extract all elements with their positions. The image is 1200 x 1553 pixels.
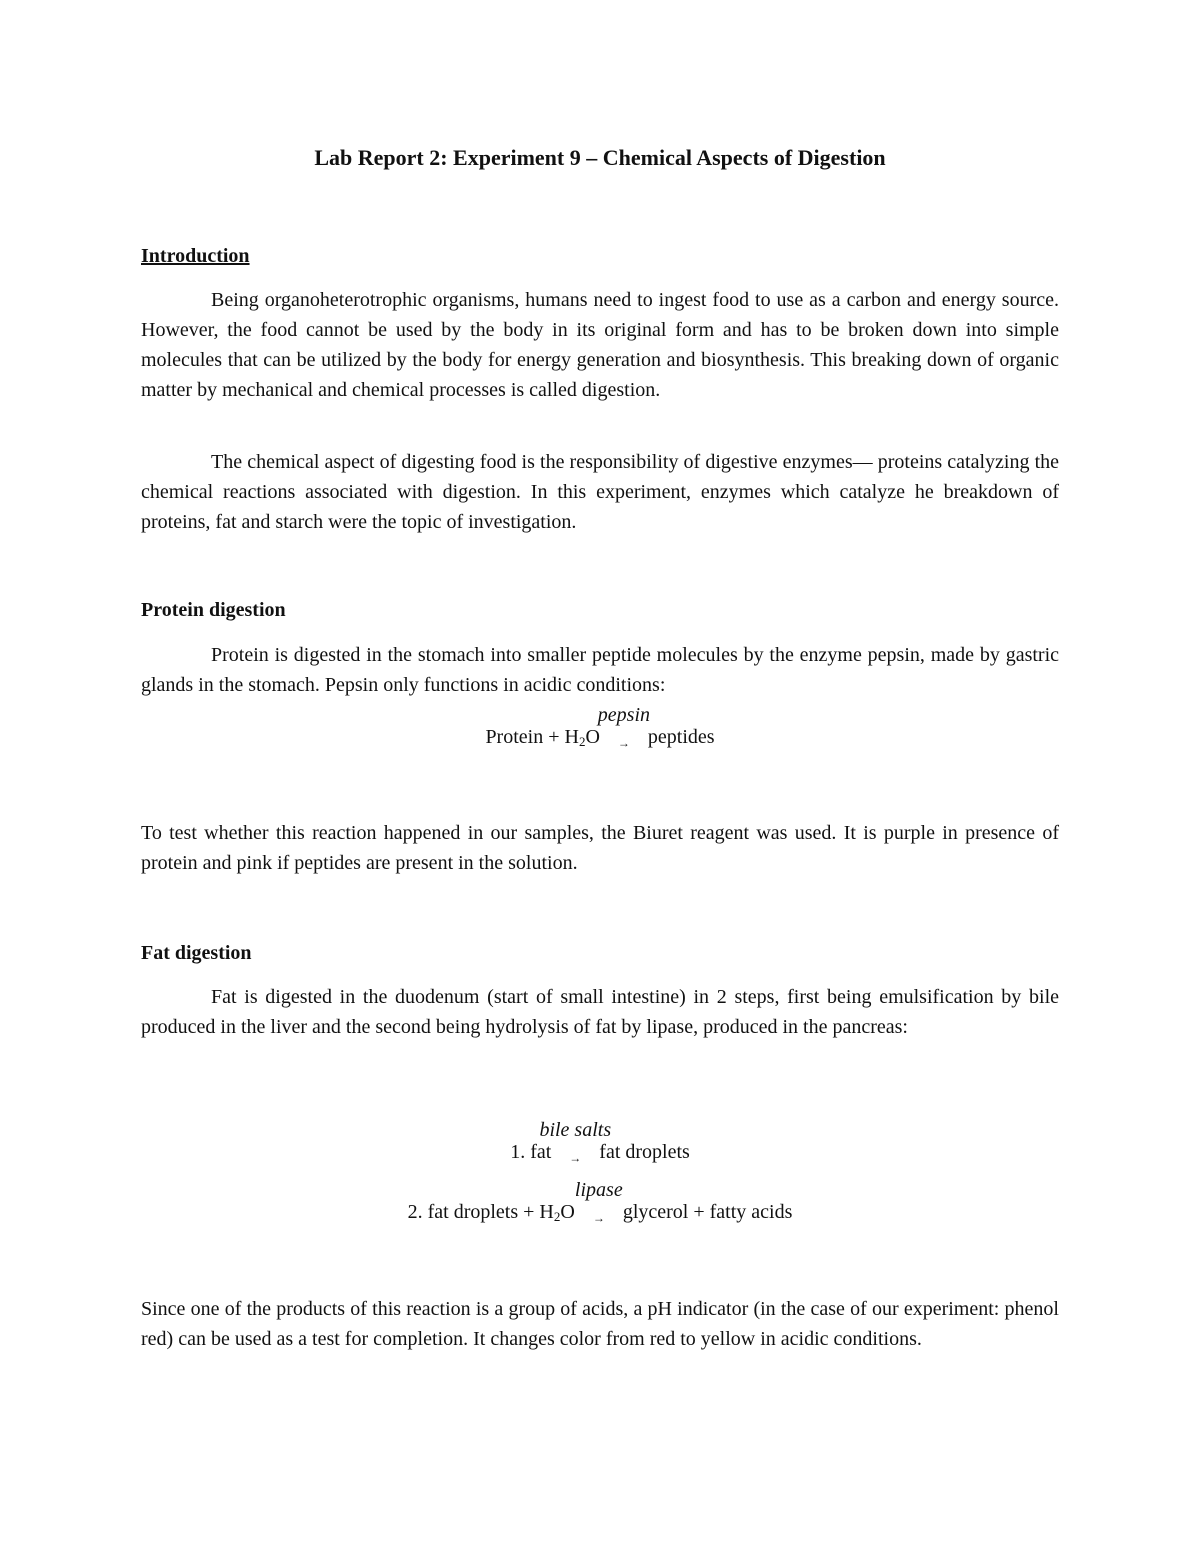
- reaction-arrow: [597, 704, 650, 752]
- fat-digestion-heading: Fat digestion: [141, 942, 252, 964]
- equation-products: peptides: [647, 726, 715, 748]
- arrow-icon: →: [569, 1151, 582, 1165]
- arrow-icon: →: [592, 1211, 605, 1225]
- enzyme-label-lipase: lipase: [574, 1179, 623, 1201]
- introduction-paragraph-1: Being organoheterotrophic organisms, humans need to ingest food to use as a carbon and energy source. However, the food cannot be used by the body in its original form and has to be broken down into simple molecules that can be utilized by the body for energy generation and biosynthesis. This breaking down of organic matter by mechanical and chemical processes is called digestion.: [141, 289, 1059, 401]
- document-title: Lab Report 2: Experiment 9 – Chemical Aspects of Digestion: [314, 145, 886, 170]
- protein-digestion-paragraph: Protein is digested in the stomach into smaller peptide molecules by the enzyme pepsin, made by gastric glands in the stomach. Pepsin only functions in acidic conditions:: [141, 644, 1059, 696]
- equation-reactants: 2. fat droplets + $H_2O$: [407, 1201, 575, 1224]
- enzyme-label-bile-salts: bile salts: [539, 1119, 612, 1141]
- enzyme-label-pepsin: pepsin: [597, 704, 650, 726]
- equation-reactants: Protein + $H_2O$: [485, 726, 600, 749]
- biuret-test-paragraph: To test whether this reaction happened in our samples, the Biuret reagent was used. It is purple in presence of protein and pink if peptides are present in the solution.: [141, 822, 1059, 874]
- introduction-paragraph-2: The chemical aspect of digesting food is the responsibility of digestive enzymes— proteins catalyzing the chemical reactions associated with digestion. In this experiment, enzymes which catalyze he breakdown of proteins, fat and starch were the topic of investigation.: [141, 451, 1059, 533]
- pepsin-equation: [0, 704, 1200, 752]
- equation-products: fat droplets: [599, 1141, 690, 1163]
- protein-digestion-heading: Protein digestion: [141, 599, 286, 621]
- reaction-arrow: [574, 1179, 623, 1227]
- introduction-heading: Introduction: [141, 245, 250, 267]
- equation-products: glycerol + fatty acids: [622, 1201, 793, 1223]
- phenol-red-test-paragraph: Since one of the products of this reaction is a group of acids, a pH indicator (in the case of our experiment: phenol red) can be used as a test for completion. It changes color from red to yellow in acidic conditions.: [141, 1298, 1059, 1350]
- bile-salts-equation: [0, 1119, 1200, 1167]
- equation-reactants: 1. fat: [510, 1141, 552, 1163]
- arrow-icon: →: [617, 736, 630, 750]
- lipase-equation: [0, 1179, 1200, 1227]
- reaction-arrow: [539, 1119, 612, 1167]
- fat-digestion-paragraph: Fat is digested in the duodenum (start of small intestine) in 2 steps, first being emulsification by bile produced in the liver and the second being hydrolysis of fat by lipase, produced in the pancreas:: [141, 986, 1059, 1038]
